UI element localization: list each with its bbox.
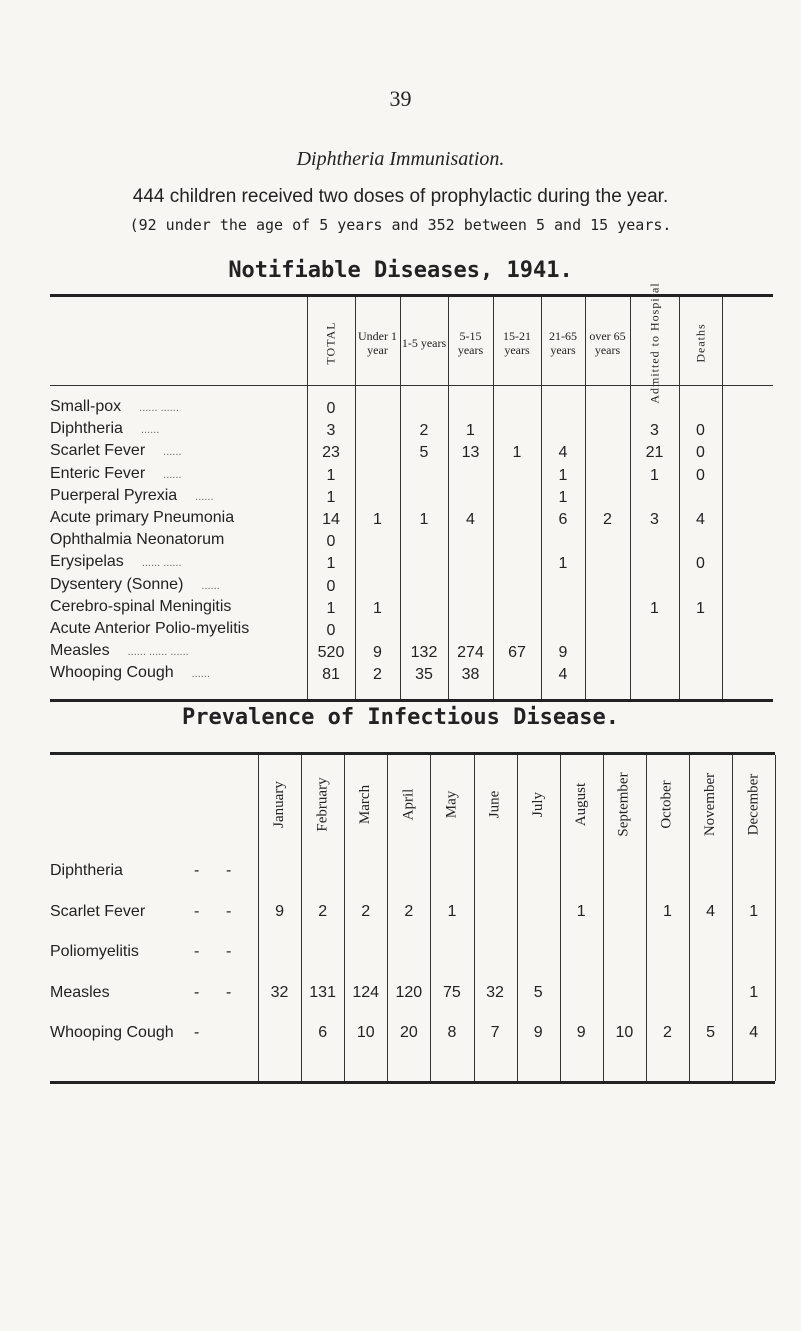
table-top-rule <box>50 294 773 297</box>
month-header <box>689 760 732 848</box>
month-header <box>301 760 344 848</box>
month-header <box>387 760 430 848</box>
table-cell: 520 <box>317 644 345 662</box>
prevalence-table <box>50 752 775 1084</box>
notifiable-diseases-heading: Notifiable Diseases, 1941. <box>228 258 573 283</box>
disease-label <box>50 862 258 880</box>
column-header-label: Under 1 year <box>358 329 397 357</box>
table-cell: 9 <box>373 644 382 662</box>
table-cell: 20 <box>399 1024 418 1041</box>
table-cell: 1 <box>373 599 382 617</box>
disease-label <box>50 531 307 549</box>
disease-name: Scarlet Fever <box>50 442 146 460</box>
column-header-label: TOTAL <box>324 321 338 365</box>
table-cell: 5 <box>533 983 543 1001</box>
table-cell: 35 <box>415 666 433 684</box>
leader-dots: ...... ...... ...... <box>127 646 189 659</box>
table-cell: 1 <box>650 599 659 617</box>
label-dash: - <box>194 902 200 920</box>
table-cell: 10 <box>356 1024 375 1041</box>
disease-name: Acute primary Pneumonia <box>50 509 235 526</box>
table-cell: 1 <box>558 466 568 484</box>
column-header-label: 15-21 years <box>503 329 531 357</box>
month-header-label: May <box>443 790 460 818</box>
month-header <box>646 760 689 848</box>
disease-label <box>50 903 258 921</box>
table-cell: 2 <box>404 902 414 920</box>
table-cell: 2 <box>361 902 371 920</box>
table-cell: 0 <box>696 555 705 573</box>
column-header-label: Admitted to Hospital <box>647 282 662 404</box>
month-header <box>732 760 775 848</box>
table-cell: 4 <box>749 1024 759 1041</box>
disease-name: Puerperal Pyrexia <box>50 486 178 504</box>
disease-name: Measles <box>50 642 110 660</box>
table-cell: 3 <box>326 422 336 440</box>
month-header <box>517 760 560 848</box>
disease-name: Whooping Cough <box>50 664 174 682</box>
immunisation-line-2: (92 under the age of 5 years and 352 between 5 and 15 years. <box>129 216 672 234</box>
month-header <box>258 760 301 848</box>
table-cell: 4 <box>696 511 705 528</box>
table-cell: 1 <box>650 466 659 484</box>
table-bottom-rule <box>50 1081 775 1084</box>
label-dash: - <box>194 943 200 960</box>
table-cell: 2 <box>373 666 382 684</box>
column-header <box>541 304 585 382</box>
disease-label <box>50 642 307 660</box>
month-header <box>430 760 473 848</box>
disease-name: Cerebro-spinal Meningitis <box>50 597 232 615</box>
disease-label <box>50 620 307 638</box>
table-cell: 3 <box>650 422 659 440</box>
table-top-rule <box>50 752 775 755</box>
label-dash: - <box>226 983 232 1001</box>
table-cell: 1 <box>419 511 429 528</box>
leader-dots: ...... <box>195 490 214 503</box>
column-header-label: Deaths <box>693 323 708 363</box>
column-header <box>355 304 400 382</box>
disease-label <box>50 465 307 483</box>
table-cell: 120 <box>395 983 423 1001</box>
table-cell: 81 <box>322 666 340 684</box>
table-cell: 274 <box>457 644 484 662</box>
disease-name: Small-pox <box>50 398 122 415</box>
column-header <box>493 304 541 382</box>
table-cell: 3 <box>650 511 659 528</box>
label-dash: - <box>226 862 232 879</box>
month-header <box>560 760 603 848</box>
table-cell: 1 <box>326 555 336 573</box>
table-cell: 1 <box>326 466 336 484</box>
page-number: 39 <box>389 86 412 111</box>
column-header <box>585 304 630 382</box>
table-cell: 0 <box>696 444 705 462</box>
table-cell: 1 <box>512 444 522 462</box>
column-header <box>679 304 722 382</box>
leader-dots: ...... ...... <box>139 402 179 414</box>
month-header-label: September <box>615 771 632 837</box>
table-cell: 1 <box>326 599 336 617</box>
table-cell: 2 <box>662 1024 672 1041</box>
table-cell: 131 <box>309 983 336 1001</box>
notifiable-diseases-table <box>50 282 773 702</box>
disease-label <box>50 487 307 505</box>
table-cell: 2 <box>603 511 612 528</box>
table-cell: 9 <box>558 644 568 662</box>
month-header-label: August <box>572 782 589 826</box>
disease-name: Diphtheria <box>50 862 123 879</box>
label-dash: - <box>226 943 232 960</box>
disease-label <box>50 398 307 416</box>
table-cell: 9 <box>533 1024 543 1041</box>
label-dash: - <box>194 862 200 879</box>
table-cell: 10 <box>615 1024 634 1041</box>
month-header <box>474 760 517 848</box>
month-header-label: November <box>702 772 719 836</box>
prevalence-heading: Prevalence of Infectious Disease. <box>181 705 620 730</box>
disease-label <box>50 509 307 527</box>
table-header-rule <box>50 385 773 386</box>
table-cell: 0 <box>696 422 705 440</box>
table-cell: 0 <box>326 533 336 551</box>
month-header-label: October <box>658 779 675 829</box>
table-cell: 0 <box>696 466 705 484</box>
table-cell: 2 <box>318 902 328 920</box>
table-cell: 1 <box>447 902 457 920</box>
table-cell: 21 <box>645 444 664 462</box>
table-cell: 14 <box>322 511 340 528</box>
disease-label <box>50 1024 258 1042</box>
table-cell: 1 <box>326 488 336 506</box>
month-header-label: December <box>745 773 762 835</box>
column-header <box>400 304 448 382</box>
column-header-label: over 65 years <box>589 329 626 357</box>
disease-label <box>50 943 258 961</box>
disease-name: Enteric Fever <box>50 464 146 482</box>
table-cell: 5 <box>706 1024 715 1041</box>
column-header-label: 5-15 years <box>457 329 484 357</box>
month-header <box>603 760 646 848</box>
label-dash: - <box>194 1024 200 1041</box>
month-header-label: April <box>400 788 417 820</box>
column-divider <box>722 297 723 699</box>
column-header <box>630 282 679 404</box>
disease-label <box>50 576 307 594</box>
disease-name: Whooping Cough <box>50 1024 174 1041</box>
disease-name: Scarlet Fever <box>50 902 146 920</box>
disease-label <box>50 420 307 438</box>
month-header-label: March <box>357 784 374 824</box>
table-cell: 1 <box>558 555 568 573</box>
column-divider <box>775 755 776 1081</box>
table-cell: 124 <box>352 983 380 1001</box>
leader-dots: ...... <box>191 668 210 681</box>
table-cell: 13 <box>461 444 480 462</box>
table-cell: 0 <box>326 622 336 639</box>
disease-label <box>50 664 307 682</box>
table-cell: 1 <box>576 902 586 920</box>
table-cell: 0 <box>326 400 336 417</box>
column-header-label: 1-5 years <box>401 336 447 350</box>
table-cell: 67 <box>508 644 526 662</box>
disease-name: Acute Anterior Polio-myelitis <box>50 620 250 637</box>
table-cell: 1 <box>373 511 382 528</box>
disease-label <box>50 984 258 1002</box>
table-cell: 32 <box>270 983 289 1001</box>
table-cell: 4 <box>558 444 568 462</box>
leader-dots: ...... <box>163 446 182 459</box>
disease-label <box>50 442 307 460</box>
table-cell: 1 <box>662 902 672 920</box>
table-cell: 8 <box>447 1024 457 1041</box>
table-cell: 23 <box>322 444 340 462</box>
month-header-label: February <box>314 776 331 832</box>
month-header <box>344 760 387 848</box>
month-header-label: January <box>271 780 288 828</box>
table-cell: 9 <box>275 902 284 920</box>
table-cell: 6 <box>318 1024 328 1041</box>
leader-dots: ...... ...... <box>141 557 182 570</box>
table-cell: 1 <box>558 488 568 506</box>
disease-name: Measles <box>50 983 110 1001</box>
table-cell: 38 <box>461 666 480 684</box>
table-cell: 2 <box>419 422 429 440</box>
month-header-label: July <box>529 791 546 817</box>
immunisation-line-1: 444 children received two doses of prophylactic during the year. <box>132 186 669 207</box>
leader-dots: ...... <box>163 468 182 481</box>
disease-name: Poliomyelitis <box>50 943 139 960</box>
leader-dots: ...... <box>140 424 160 437</box>
table-cell: 6 <box>558 511 568 528</box>
table-cell: 1 <box>749 983 759 1001</box>
table-cell: 4 <box>558 666 568 684</box>
table-cell: 1 <box>749 902 759 920</box>
table-bottom-rule <box>50 699 773 702</box>
table-cell: 0 <box>326 577 336 595</box>
table-cell: 75 <box>443 983 461 1001</box>
label-dash: - <box>226 902 232 920</box>
disease-name: Dysentery (Sonne) <box>50 575 184 593</box>
table-cell: 9 <box>576 1024 586 1041</box>
table-cell: 1 <box>696 599 705 617</box>
label-dash: - <box>194 983 200 1001</box>
table-cell: 5 <box>419 444 429 462</box>
table-cell: 132 <box>410 644 438 662</box>
disease-name: Erysipelas <box>50 553 124 571</box>
month-header-label: June <box>486 790 503 818</box>
immunisation-title: Diphtheria Immunisation. <box>296 148 505 170</box>
leader-dots: ...... <box>201 579 220 592</box>
column-header <box>448 304 493 382</box>
table-cell: 4 <box>706 902 715 920</box>
column-header-label: 21-65 years <box>549 329 577 357</box>
disease-name: Diphtheria <box>50 420 123 438</box>
disease-name: Ophthalmia Neonatorum <box>50 531 225 549</box>
disease-label <box>50 553 307 571</box>
table-cell: 32 <box>486 983 504 1001</box>
table-cell: 7 <box>490 1024 500 1041</box>
disease-label <box>50 598 307 616</box>
table-cell: 4 <box>466 511 475 528</box>
column-header <box>307 304 355 382</box>
table-cell: 1 <box>466 422 475 440</box>
